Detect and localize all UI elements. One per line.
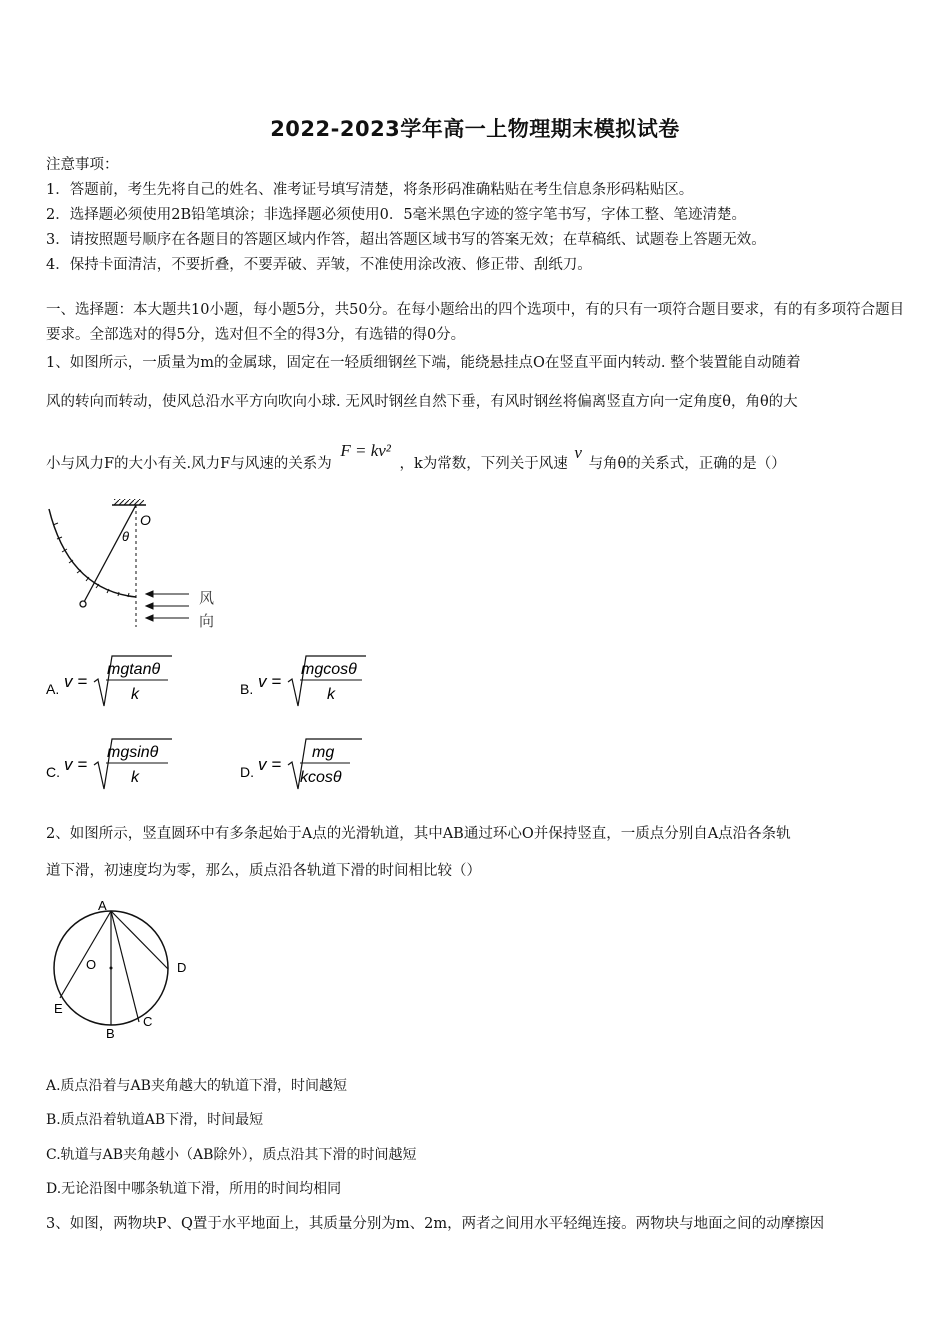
- fraction-denominator: k: [327, 686, 335, 703]
- steel-wire: [84, 505, 136, 602]
- fraction-numerator: mgsinθ: [107, 744, 159, 761]
- v-equals: v =: [64, 672, 88, 691]
- notice-item-3: 3．请按照题号顺序在各题目的答题区域内作答，超出答题区域书写的答案无效；在草稿纸、试题卷上答题无效。: [46, 232, 766, 248]
- arc-path: [49, 509, 136, 597]
- notice-item-1: 1．答题前，考生先将自己的姓名、准考证号填写清楚，将条形码准确粘贴在考生信息条形码粘贴区。: [46, 182, 694, 198]
- wind-speed-symbol: v: [574, 443, 582, 462]
- fraction-numerator: mgcosθ: [301, 661, 357, 678]
- option-b-formula: [240, 652, 430, 712]
- q1-option-d[interactable]: [240, 735, 430, 799]
- notice-item-4: 4．保持卡面清洁，不要折叠，不要弄破、弄皱，不准使用涂改液、修正带、刮纸刀。: [46, 257, 592, 273]
- option-c-label: C.: [46, 764, 60, 780]
- option-c-formula: [46, 735, 236, 795]
- notice-item-2: 2．选择题必须使用2B铅笔填涂；非选择题必须使用0．5毫米黑色字迹的签字笔书写，字体工整、笔迹清楚。: [46, 207, 747, 223]
- center-o-label: O: [86, 957, 97, 972]
- fraction-numerator: mg: [312, 744, 335, 761]
- q2-line-2: 道下滑，初速度均为零，那么，质点沿各轨道下滑的时间相比较（）: [46, 863, 481, 879]
- q1-line-1: 1、如图所示，一质量为m的金属球，固定在一轻质细钢丝下端，能绕悬挂点O在竖直平面内转动. 整个装置能自动随着: [46, 355, 801, 371]
- q1-line-2: 风的转向而转动，使风总沿水平方向吹向小球. 无风时钢丝自然下垂，有风时钢丝将偏离竖直方向一定角度θ，角θ的大: [46, 394, 798, 410]
- q3-line-1: 3、如图，两物块P、Q置于水平地面上，其质量分别为m、2m，两者之间用水平轻绳连接。两物块与地面之间的动摩擦因: [46, 1216, 825, 1232]
- option-d-label: D.: [240, 764, 254, 780]
- fraction-denominator: kcosθ: [300, 769, 342, 786]
- point-c-label: C: [143, 1014, 153, 1029]
- fraction-denominator: k: [131, 686, 139, 703]
- q1-line-3a: 小与风力F的大小有关.风力F与风速的关系为: [46, 456, 332, 472]
- track-ad: [111, 911, 168, 969]
- option-d-formula: [240, 735, 430, 795]
- point-a-label: A: [98, 898, 107, 913]
- q2-option-a[interactable]: A.质点沿着与AB夹角越大的轨道下滑，时间越短: [46, 1078, 347, 1094]
- wind-label-1: 风: [199, 590, 215, 607]
- q2-option-b[interactable]: B.质点沿着轨道AB下滑，时间最短: [46, 1112, 264, 1128]
- q2-line-1: 2、如图所示，竖直圆环中有多条起始于A点的光滑轨道，其中AB通过环心O并保持竖直，一质点分别自A点沿各条轨: [46, 826, 791, 842]
- pendulum-figure: [44, 495, 234, 635]
- q1-line-3b: ，k为常数，下列关于风速: [399, 456, 568, 472]
- pivot-label: O: [140, 512, 151, 528]
- wind-label-2: 向: [199, 613, 215, 630]
- q2-option-c[interactable]: C.轨道与AB夹角越小（AB除外），质点沿其下滑的时间越短: [46, 1147, 417, 1163]
- force-formula: F = kv²: [340, 441, 391, 460]
- q1-line-3c: 与角θ的关系式，正确的是（）: [588, 456, 786, 472]
- section-intro: 一、选择题：本大题共10小题，每小题5分，共50分。在每小题给出的四个选项中，有的只有一项符合题目要求，有的有多项符合题目要求。全部选对的得5分，选对但不全的得3分，有选错的得0分。: [46, 302, 905, 343]
- point-d-label: D: [177, 960, 187, 975]
- page-title: 2022-2023学年高一上物理期末模拟试卷: [270, 117, 680, 141]
- notice-heading: 注意事项：: [46, 157, 119, 173]
- q1-option-b[interactable]: [240, 652, 430, 716]
- metal-ball: [80, 601, 86, 607]
- track-ac: [111, 911, 139, 1022]
- wind-arrows: [146, 591, 189, 621]
- track-ae: [60, 911, 111, 998]
- q2-option-d[interactable]: D.无论沿图中哪条轨道下滑，所用的时间均相同: [46, 1181, 342, 1197]
- point-e-label: E: [54, 1001, 63, 1016]
- q1-option-c[interactable]: [46, 735, 236, 799]
- q1-option-a[interactable]: [46, 652, 236, 716]
- point-b-label: B: [106, 1026, 115, 1041]
- ceiling-hatch: [114, 499, 144, 505]
- fraction-denominator: k: [131, 769, 139, 786]
- fraction-numerator: mgtanθ: [107, 661, 161, 678]
- v-equals: v =: [258, 672, 282, 691]
- arc-hatch: [53, 523, 129, 597]
- option-a-label: A.: [46, 681, 60, 697]
- center-dot: [110, 967, 113, 970]
- option-b-label: B.: [240, 681, 254, 697]
- v-equals: v =: [258, 755, 282, 774]
- theta-label: θ: [122, 529, 130, 544]
- q1-line-3: [46, 441, 908, 473]
- option-a-formula: [46, 652, 236, 712]
- v-equals: v =: [64, 755, 88, 774]
- circle-tracks-figure: [48, 895, 198, 1045]
